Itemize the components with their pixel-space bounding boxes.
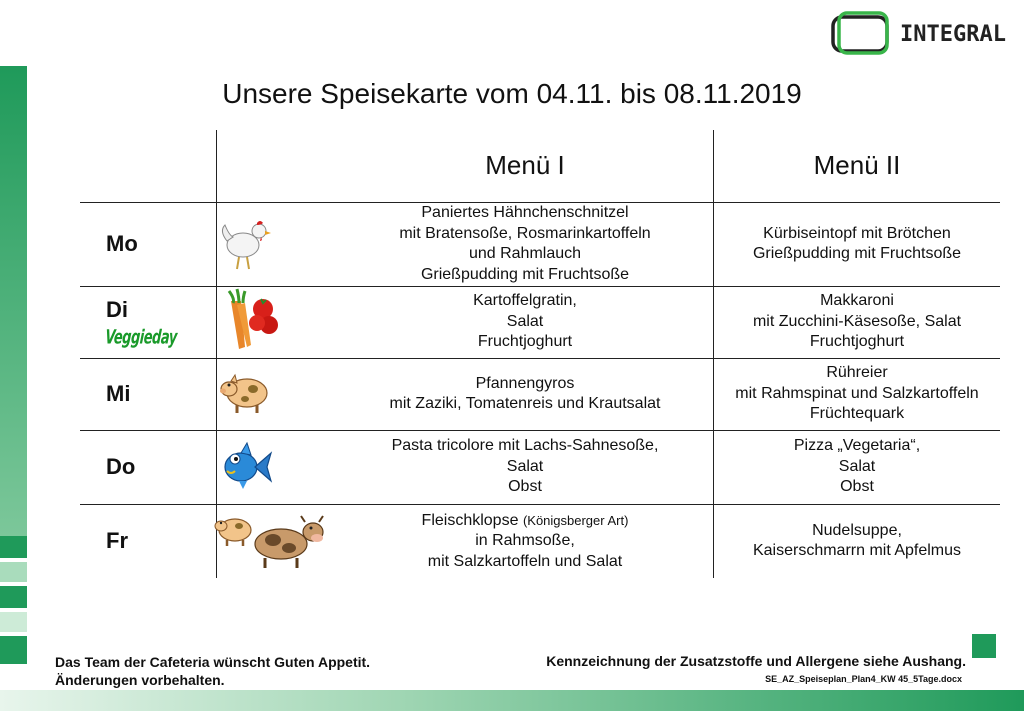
vegetables-icon: [217, 287, 281, 353]
menu1-cell: Paniertes Hähnchenschnitzel mit Bratensoße, Rosmarinkartoffeln und Rahmlauch Grießpudding mit Fruchtsoße: [337, 202, 714, 286]
logo-text: INTEGRAL: [900, 21, 1006, 47]
day-label: Fr: [106, 528, 128, 554]
day-label: Mo: [106, 231, 138, 256]
table-row: [80, 504, 1000, 578]
decor-stripe: [0, 66, 27, 536]
header-menu1: Menü I: [337, 130, 714, 202]
decor-square: [972, 634, 996, 658]
decor-stripe: [0, 612, 27, 632]
menu1-cell: Fleischklopse (Königsberger Art) in Rahmsoße, mit Salzkartoffeln und Salat: [337, 504, 714, 578]
table-header-row: [80, 130, 1000, 202]
decor-bottom-bar: [0, 690, 1024, 711]
day-label: Di Veggieday: [80, 286, 217, 358]
table-row: [80, 430, 1000, 504]
page-title: Unsere Speisekarte vom 04.11. bis 08.11.2019: [222, 78, 802, 109]
footer-left: Das Team der Cafeteria wünscht Guten Appetit. Änderungen vorbehalten.: [55, 654, 371, 688]
decor-stripe: [0, 636, 27, 664]
table-row: [80, 202, 1000, 286]
menu2-cell: Rühreier mit Rahmspinat und Salzkartoffeln Früchtequark: [735, 364, 979, 423]
veggieday-badge: Veggieday: [104, 326, 178, 349]
header-empty-day: [80, 130, 217, 202]
decor-stripe: [0, 586, 27, 608]
decor-stripe: [0, 562, 27, 582]
logo: [830, 10, 1006, 58]
pig-and-cow-icon: [213, 508, 333, 570]
decor-stripe: [0, 536, 27, 558]
menu2-cell: Pizza „Vegetaria“, Salat Obst: [793, 437, 921, 496]
table-row: [80, 286, 1000, 358]
footer-allergens-note: Kennzeichnung der Zusatzstoffe und Allergene siehe Aushang.: [546, 653, 966, 669]
menu1-cell: Pfannengyros mit Zaziki, Tomatenreis und Krautsalat: [337, 358, 714, 430]
menu1-cell: Kartoffelgratin, Salat Fruchtjoghurt: [337, 286, 714, 358]
day-label: Do: [106, 454, 136, 479]
day-label: Mi: [106, 381, 131, 406]
header-menu2: Menü II: [813, 150, 901, 181]
table-row: [80, 358, 1000, 430]
chicken-icon: [217, 211, 273, 273]
menu1-cell: Pasta tricolore mit Lachs-Sahnesoße, Salat Obst: [337, 430, 714, 504]
menu2-cell: Nudelsuppe, Kaiserschmarrn mit Apfelmus: [752, 521, 962, 560]
logo-mark-icon: [830, 11, 894, 57]
pig-icon: [217, 367, 275, 417]
menu2-cell: Kürbiseintopf mit Brötchen Grießpudding mit Fruchtsoße: [752, 224, 962, 262]
footer-filename: SE_AZ_Speiseplan_Plan4_KW 45_5Tage.docx: [765, 674, 962, 684]
header-empty-img: [217, 130, 338, 202]
fish-icon: [217, 437, 275, 493]
menu-table: [80, 130, 1000, 578]
menu2-cell: Makkaroni mit Zucchini-Käsesoße, Salat Fruchtjoghurt: [752, 292, 962, 351]
